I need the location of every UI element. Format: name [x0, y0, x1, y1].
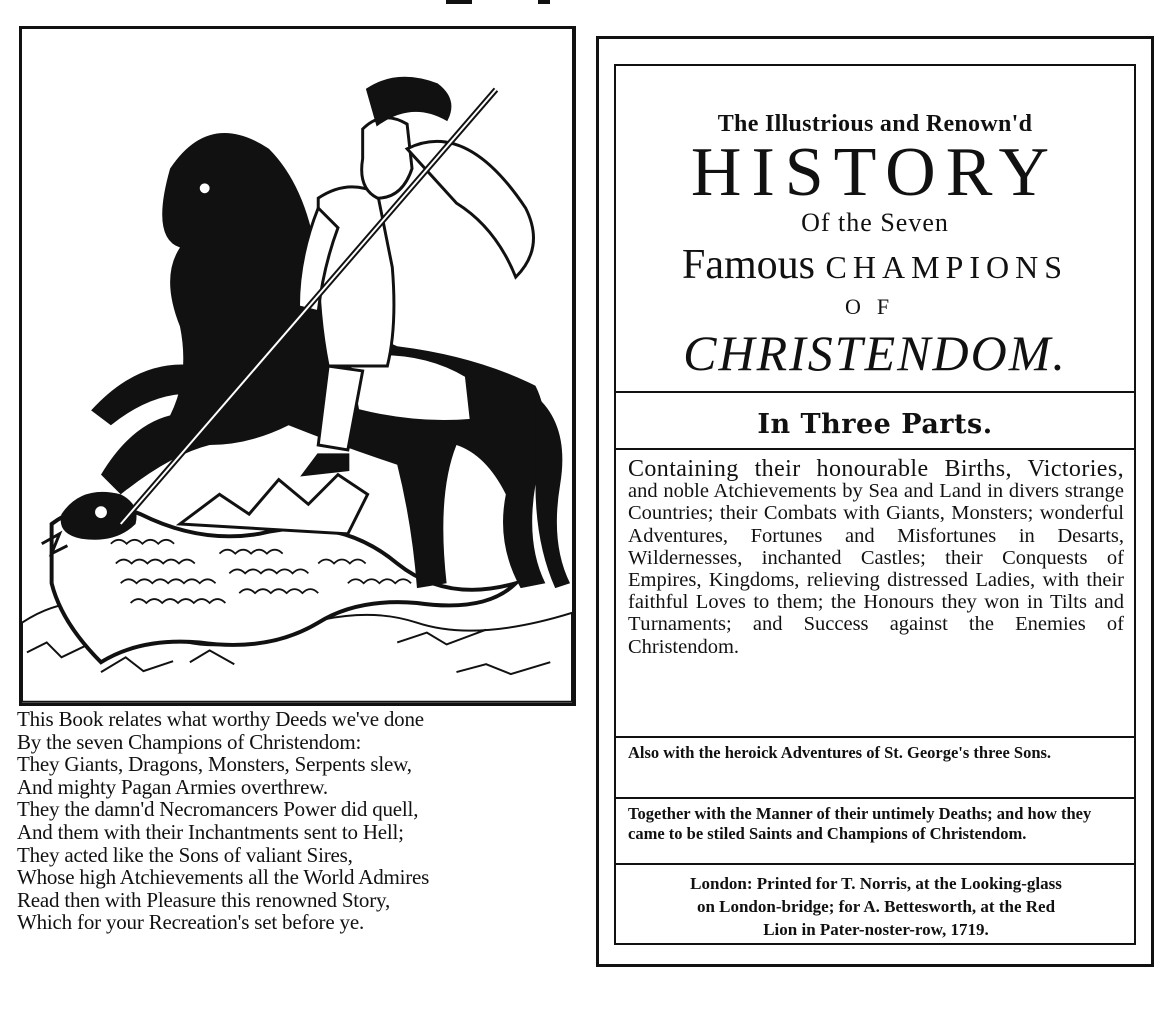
title-page-inner-border: [614, 64, 1136, 945]
title-line-illustrious: The Illustrious and Renown'd: [717, 111, 1033, 137]
verse-line: And them with their Inchantments sent to Hell;: [17, 819, 404, 844]
verse-line: Whose high Atchievements all the World Admires: [17, 865, 430, 890]
verse-line: Read then with Pleasure this renowned Story,: [17, 887, 391, 912]
verse-line: Which for your Recreation's set before ye.: [17, 910, 364, 935]
title-history: HISTORY: [690, 134, 1060, 211]
title-rule: [616, 736, 1134, 738]
frontispiece-woodcut: [19, 26, 576, 706]
imprint-line: London: Printed for T. Norris, at the Looking-glass: [690, 874, 1062, 893]
title-description: Containing their honourable Births, Victories, and noble Atchievements by Sea and Land in divers strange Countries; their Combats with Giants, Monsters; wonderful Adventures, Fortunes and Misfortunes in Desarts, Wildernesses, inchanted Castles; their Conquests of Empires, Kingdoms, relieving distressed Ladies, with their faithful Loves to them; the Honours they won in Tilts and Turnaments; and Success against the Enemies of Christendom.: [628, 456, 1124, 658]
title-rule: [616, 863, 1134, 865]
subtitle-three-parts: In Three Parts.: [757, 409, 993, 440]
verse-line: By the seven Champions of Christendom:: [17, 729, 362, 754]
title-together-deaths: Together with the Manner of their untimely Deaths; and how they came to be stiled Saints and Champions of Christendom.: [628, 804, 1092, 843]
imprint-line: on London-bridge; for A. Bettesworth, at the Red: [696, 897, 1056, 916]
frontispiece-verse: [17, 708, 562, 934]
verse-line: They Giants, Dragons, Monsters, Serpents slew,: [17, 752, 412, 777]
title-page-border: [596, 36, 1154, 967]
title-champions-word: CHAMPIONS: [825, 249, 1068, 285]
verse-line: They the damn'd Necromancers Power did quell,: [17, 797, 419, 822]
title-of-the-seven: Of the Seven: [801, 208, 949, 237]
title-imprint: [628, 872, 1124, 941]
title-rule: [616, 391, 1134, 393]
title-rule: [616, 448, 1134, 450]
title-also-st-george: Also with the heroick Adventures of St. George's three Sons.: [628, 743, 1052, 762]
imprint-line: Lion in Pater-noster-row, 1719.: [763, 920, 989, 939]
title-famous-word: Famous: [682, 242, 826, 288]
verse-line: This Book relates what worthy Deeds we've done: [17, 707, 424, 731]
title-rule: [616, 797, 1134, 799]
page-edge-mark: [538, 0, 550, 4]
title-of: OF: [844, 294, 906, 319]
verse-line: They acted like the Sons of valiant Sires,: [17, 842, 353, 867]
title-christendom: CHRISTENDOM.: [683, 325, 1067, 381]
title-famous-champions: [616, 241, 1134, 291]
knight-and-dragon-illustration: [22, 29, 572, 703]
verse-line: And mighty Pagan Armies overthrew.: [17, 774, 328, 799]
page-edge-mark: [446, 0, 472, 4]
